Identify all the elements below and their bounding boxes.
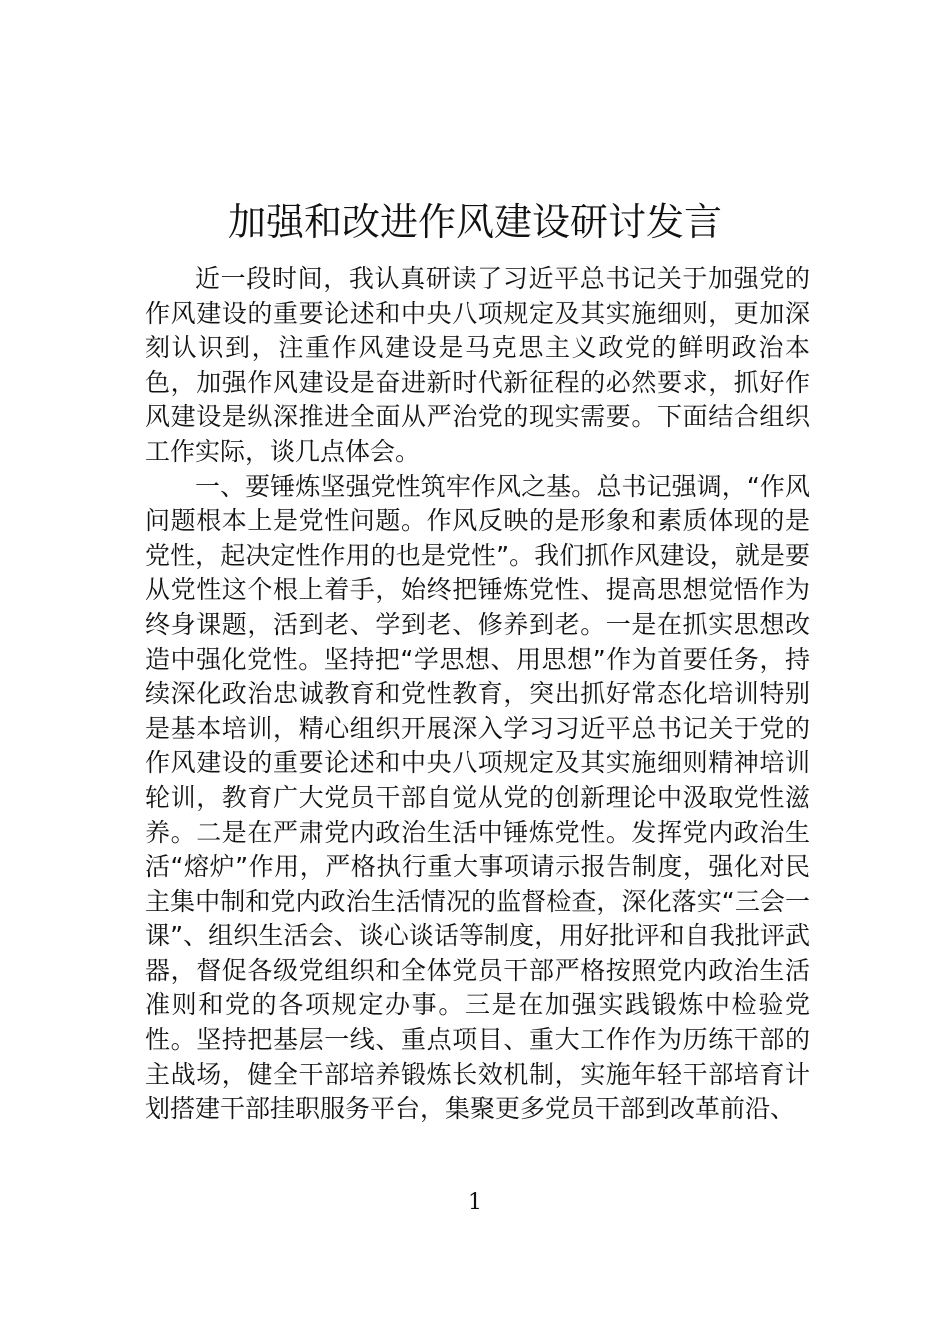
document-title: 加强和改进作风建设研讨发言 bbox=[227, 200, 722, 245]
page-number: 1 bbox=[468, 1190, 482, 1215]
paragraph-intro: 近一段时间，我认真研读了习近平总书记关于加强党的作风建设的重要论述和中央八项规定及其实施细则，更加深刻认识到，注重作风建设是马克思主义政党的鲜明政治本色，加强作风建设是奋进新时代新征程的必然要求，抓好作风建设是纵深推进全面从严治党的现实需要。下面结合组织工作实际，谈几点体会。 bbox=[145, 264, 810, 466]
document-body bbox=[145, 262, 810, 1127]
paragraph-section-one: 一、要锤炼坚强党性筑牢作风之基。总书记强调，“作风问题根本上是党性问题。作风反映的是形象和素质体现的是党性，起决定性作用的也是党性”。我们抓作风建设，就是要从党性这个根上着手，始终把锤炼党性、提高思想觉悟作为终身课题，活到老、学到老、修养到老。一是在抓实思想改造中强化党性。坚持把“学思想、用思想”作为首要任务，持续深化政治忠诚教育和党性教育，突出抓好常态化培训特别是基本培训，精心组织开展深入学习习近平总书记关于党的作风建设的重要论述和中央八项规定及其实施细则精神培训轮训，教育广大党员干部自觉从党的创新理论中汲取党性滋养。二是在严肃党内政治生活中锤炼党性。发挥党内政治生活“熔炉”作用，严格执行重大事项请示报告制度，强化对民主集中制和党内政治生活情况的监督检查，深化落实“三会一课”、组织生活会、谈心谈话等制度，用好批评和自我批评武器，督促各级党组织和全体党员干部严格按照党内政治生活准则和党的各项规定办事。三是在加强实践锻炼中检验党性。坚持把基层一线、重点项目、重大工作作为历练干部的主战场，健全干部培养锻炼长效机制，实施年轻干部培育计划搭建干部挂职服务平台，集聚更多党员干部到改革前沿、 bbox=[145, 471, 810, 1124]
